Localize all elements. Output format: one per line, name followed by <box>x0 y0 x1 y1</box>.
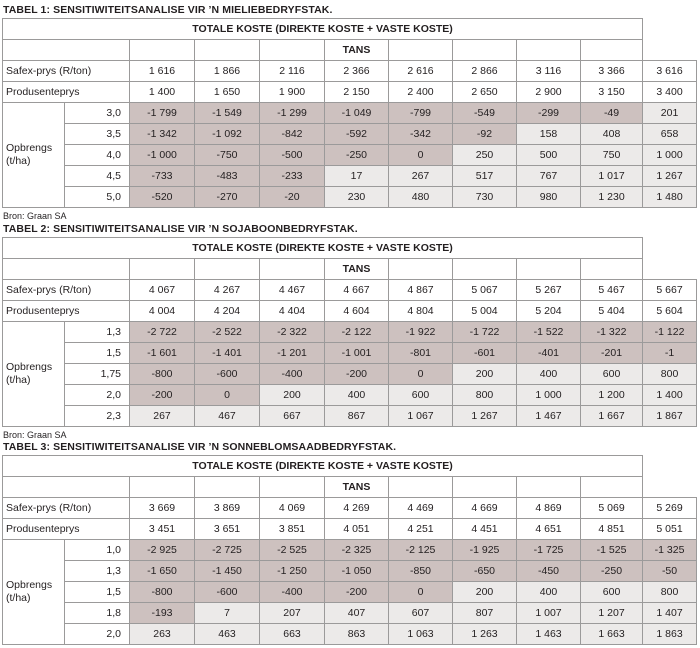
sensitivity-table <box>2 18 697 208</box>
yield-row <box>3 385 697 406</box>
blank-cell <box>453 259 517 280</box>
margin-cell: -270 <box>195 187 260 208</box>
blank-cell <box>3 477 130 498</box>
margin-cell: 407 <box>325 603 389 624</box>
margin-cell: -1 122 <box>643 322 697 343</box>
margin-cell: 400 <box>517 582 581 603</box>
blank-cell <box>130 40 195 61</box>
margin-cell: -1 922 <box>389 322 453 343</box>
margin-cell: -1 342 <box>130 124 195 145</box>
blank-cell <box>581 40 643 61</box>
margin-cell: 200 <box>453 582 517 603</box>
margin-cell: 600 <box>581 582 643 603</box>
safex-price-cell: 4 269 <box>325 498 389 519</box>
blank-cell <box>517 477 581 498</box>
blank-cell <box>517 259 581 280</box>
yield-row <box>3 124 697 145</box>
margin-cell: 730 <box>453 187 517 208</box>
margin-cell: 400 <box>517 364 581 385</box>
blank-cell <box>389 259 453 280</box>
margin-cell: -92 <box>453 124 517 145</box>
margin-cell: -1 549 <box>195 103 260 124</box>
table-title: TABEL 3: SENSITIWITEITSANALISE VIR ’N SONNEBLOMSAADBEDRYFSTAK. <box>3 441 397 453</box>
safex-price-cell: 4 669 <box>453 498 517 519</box>
margin-cell: 863 <box>325 624 389 645</box>
producer-price-cell: 4 004 <box>130 301 195 322</box>
safex-price-cell: 5 667 <box>643 280 697 301</box>
current-header: TANS <box>325 477 389 498</box>
safex-price-label: Safex-prys (R/ton) <box>3 280 130 301</box>
blank-cell <box>453 40 517 61</box>
margin-cell: 1 000 <box>643 145 697 166</box>
margin-cell: -1 001 <box>325 343 389 364</box>
safex-price-cell: 4 867 <box>389 280 453 301</box>
margin-cell: 250 <box>453 145 517 166</box>
yield-row <box>3 364 697 385</box>
margin-cell: 980 <box>517 187 581 208</box>
yield-value: 1,5 <box>65 582 130 603</box>
producer-price-cell: 1 650 <box>195 82 260 103</box>
yield-row <box>3 343 697 364</box>
margin-cell: 1 267 <box>453 406 517 427</box>
yield-value: 2,0 <box>65 385 130 406</box>
margin-cell: -549 <box>453 103 517 124</box>
yield-value: 1,3 <box>65 322 130 343</box>
yield-row <box>3 166 697 187</box>
margin-cell: -400 <box>260 364 325 385</box>
table-section-2 <box>0 221 700 443</box>
total-costs-header: TOTALE KOSTE (DIREKTE KOSTE + VASTE KOSTE) <box>3 456 643 477</box>
yield-row <box>3 187 697 208</box>
producer-price-cell: 2 650 <box>453 82 517 103</box>
margin-cell: 1 000 <box>517 385 581 406</box>
safex-price-cell: 3 869 <box>195 498 260 519</box>
source-note: Bron: Graan SA <box>3 211 67 221</box>
margin-cell: -2 525 <box>260 540 325 561</box>
yield-row <box>3 603 697 624</box>
current-header: TANS <box>325 259 389 280</box>
safex-price-cell: 3 669 <box>130 498 195 519</box>
producer-price-label: Produsenteprys <box>3 82 130 103</box>
safex-price-cell: 4 469 <box>389 498 453 519</box>
producer-price-cell: 4 251 <box>389 519 453 540</box>
margin-cell: -1 601 <box>130 343 195 364</box>
producer-price-cell: 5 604 <box>643 301 697 322</box>
producer-price-row <box>3 519 697 540</box>
yield-value: 1,0 <box>65 540 130 561</box>
blank-cell <box>517 40 581 61</box>
safex-price-cell: 3 616 <box>643 61 697 82</box>
safex-price-cell: 5 269 <box>643 498 697 519</box>
margin-cell: -483 <box>195 166 260 187</box>
margin-cell: 200 <box>453 364 517 385</box>
producer-price-cell: 4 604 <box>325 301 389 322</box>
margin-cell: 0 <box>389 582 453 603</box>
yield-row <box>3 582 697 603</box>
margin-cell: -1 725 <box>517 540 581 561</box>
producer-price-cell: 2 900 <box>517 82 581 103</box>
margin-cell: 750 <box>581 145 643 166</box>
margin-cell: -342 <box>389 124 453 145</box>
margin-cell: 867 <box>325 406 389 427</box>
safex-price-label: Safex-prys (R/ton) <box>3 61 130 82</box>
safex-price-cell: 4 467 <box>260 280 325 301</box>
yield-value: 3,5 <box>65 124 130 145</box>
margin-cell: 1 463 <box>517 624 581 645</box>
safex-price-cell: 5 067 <box>453 280 517 301</box>
margin-cell: -2 125 <box>389 540 453 561</box>
margin-cell: 1 400 <box>643 385 697 406</box>
producer-price-cell: 3 150 <box>581 82 643 103</box>
yield-label: Opbrengs (t/ha) <box>3 540 65 645</box>
margin-cell: 467 <box>195 406 260 427</box>
margin-cell: 230 <box>325 187 389 208</box>
margin-cell: 800 <box>453 385 517 406</box>
total-costs-header: TOTALE KOSTE (DIREKTE KOSTE + VASTE KOSTE) <box>3 19 643 40</box>
margin-cell: 1 407 <box>643 603 697 624</box>
margin-cell: 1 017 <box>581 166 643 187</box>
producer-price-label: Produsenteprys <box>3 301 130 322</box>
safex-price-row <box>3 61 697 82</box>
table-title: TABEL 1: SENSITIWITEITSANALISE VIR ’N MIELIEBEDRYFSTAK. <box>3 4 333 16</box>
yield-row <box>3 561 697 582</box>
yield-value: 3,0 <box>65 103 130 124</box>
margin-cell: 1 263 <box>453 624 517 645</box>
margin-cell: 7 <box>195 603 260 624</box>
margin-cell: -50 <box>643 561 697 582</box>
margin-cell: -1 525 <box>581 540 643 561</box>
margin-cell: 500 <box>517 145 581 166</box>
margin-cell: -200 <box>325 364 389 385</box>
margin-cell: -2 322 <box>260 322 325 343</box>
producer-price-cell: 5 004 <box>453 301 517 322</box>
margin-cell: 267 <box>130 406 195 427</box>
producer-price-row <box>3 301 697 322</box>
margin-cell: -850 <box>389 561 453 582</box>
producer-price-cell: 5 204 <box>517 301 581 322</box>
margin-cell: -299 <box>517 103 581 124</box>
margin-cell: -601 <box>453 343 517 364</box>
margin-cell: -600 <box>195 582 260 603</box>
table-section-1 <box>0 2 700 224</box>
margin-cell: 1 207 <box>581 603 643 624</box>
safex-price-cell: 5 069 <box>581 498 643 519</box>
margin-cell: -250 <box>581 561 643 582</box>
margin-cell: -2 522 <box>195 322 260 343</box>
margin-cell: -193 <box>130 603 195 624</box>
margin-cell: 1 230 <box>581 187 643 208</box>
producer-price-cell: 3 400 <box>643 82 697 103</box>
margin-cell: -233 <box>260 166 325 187</box>
margin-cell: -500 <box>260 145 325 166</box>
yield-value: 4,0 <box>65 145 130 166</box>
producer-price-cell: 3 651 <box>195 519 260 540</box>
table-section-3 <box>0 439 700 645</box>
margin-cell: -1 092 <box>195 124 260 145</box>
producer-price-cell: 1 900 <box>260 82 325 103</box>
producer-price-cell: 4 204 <box>195 301 260 322</box>
producer-price-cell: 3 851 <box>260 519 325 540</box>
yield-row <box>3 145 697 166</box>
yield-label: Opbrengs (t/ha) <box>3 322 65 427</box>
margin-cell: -1 000 <box>130 145 195 166</box>
margin-cell: -2 925 <box>130 540 195 561</box>
margin-cell: 667 <box>260 406 325 427</box>
blank-cell <box>130 259 195 280</box>
blank-cell <box>3 259 130 280</box>
margin-cell: -1 450 <box>195 561 260 582</box>
blank-cell <box>195 259 260 280</box>
producer-price-cell: 5 051 <box>643 519 697 540</box>
margin-cell: 1 067 <box>389 406 453 427</box>
margin-cell: 263 <box>130 624 195 645</box>
margin-cell: -1 325 <box>643 540 697 561</box>
margin-cell: -750 <box>195 145 260 166</box>
safex-price-cell: 1 866 <box>195 61 260 82</box>
yield-row <box>3 322 697 343</box>
margin-cell: -49 <box>581 103 643 124</box>
sensitivity-table <box>2 455 697 645</box>
margin-cell: -1 925 <box>453 540 517 561</box>
margin-cell: 267 <box>389 166 453 187</box>
safex-price-row <box>3 498 697 519</box>
margin-cell: 207 <box>260 603 325 624</box>
safex-price-label: Safex-prys (R/ton) <box>3 498 130 519</box>
margin-cell: -200 <box>325 582 389 603</box>
margin-cell: 1 867 <box>643 406 697 427</box>
margin-cell: 480 <box>389 187 453 208</box>
margin-cell: 463 <box>195 624 260 645</box>
margin-cell: 807 <box>453 603 517 624</box>
producer-price-cell: 3 451 <box>130 519 195 540</box>
margin-cell: 600 <box>389 385 453 406</box>
margin-cell: -1 <box>643 343 697 364</box>
margin-cell: -1 050 <box>325 561 389 582</box>
blank-cell <box>260 40 325 61</box>
margin-cell: -800 <box>130 582 195 603</box>
table-title: TABEL 2: SENSITIWITEITSANALISE VIR ’N SOJABOONBEDRYFSTAK. <box>3 223 358 235</box>
margin-cell: 201 <box>643 103 697 124</box>
safex-price-cell: 4 067 <box>130 280 195 301</box>
yield-value: 1,75 <box>65 364 130 385</box>
margin-cell: 607 <box>389 603 453 624</box>
safex-price-cell: 5 267 <box>517 280 581 301</box>
margin-cell: -1 650 <box>130 561 195 582</box>
current-header: TANS <box>325 40 389 61</box>
safex-price-cell: 1 616 <box>130 61 195 82</box>
blank-cell <box>260 259 325 280</box>
margin-cell: 1 200 <box>581 385 643 406</box>
margin-cell: -799 <box>389 103 453 124</box>
margin-cell: -1 049 <box>325 103 389 124</box>
header-row-costs <box>3 456 697 477</box>
margin-cell: -1 522 <box>517 322 581 343</box>
safex-price-cell: 2 866 <box>453 61 517 82</box>
margin-cell: -200 <box>130 385 195 406</box>
margin-cell: -650 <box>453 561 517 582</box>
blank-cell <box>195 40 260 61</box>
margin-cell: -842 <box>260 124 325 145</box>
margin-cell: 0 <box>195 385 260 406</box>
header-row-costs <box>3 19 697 40</box>
margin-cell: 408 <box>581 124 643 145</box>
safex-price-cell: 3 116 <box>517 61 581 82</box>
blank-cell <box>3 40 130 61</box>
margin-cell: -201 <box>581 343 643 364</box>
margin-cell: 1 007 <box>517 603 581 624</box>
blank-cell <box>389 40 453 61</box>
yield-value: 5,0 <box>65 187 130 208</box>
margin-cell: -2 122 <box>325 322 389 343</box>
yield-row <box>3 406 697 427</box>
safex-price-cell: 4 869 <box>517 498 581 519</box>
margin-cell: 517 <box>453 166 517 187</box>
safex-price-row <box>3 280 697 301</box>
producer-price-cell: 1 400 <box>130 82 195 103</box>
yield-label: Opbrengs (t/ha) <box>3 103 65 208</box>
safex-price-cell: 4 267 <box>195 280 260 301</box>
yield-row <box>3 103 697 124</box>
margin-cell: -20 <box>260 187 325 208</box>
blank-cell <box>195 477 260 498</box>
yield-value: 2,3 <box>65 406 130 427</box>
margin-cell: 17 <box>325 166 389 187</box>
margin-cell: -450 <box>517 561 581 582</box>
margin-cell: 0 <box>389 364 453 385</box>
margin-cell: 0 <box>389 145 453 166</box>
blank-cell <box>389 477 453 498</box>
margin-cell: 1 063 <box>389 624 453 645</box>
header-row-current <box>3 40 697 61</box>
producer-price-label: Produsenteprys <box>3 519 130 540</box>
blank-cell <box>581 259 643 280</box>
margin-cell: 1 480 <box>643 187 697 208</box>
producer-price-cell: 2 400 <box>389 82 453 103</box>
margin-cell: -733 <box>130 166 195 187</box>
producer-price-cell: 2 150 <box>325 82 389 103</box>
yield-value: 2,0 <box>65 624 130 645</box>
header-row-current <box>3 259 697 280</box>
margin-cell: 767 <box>517 166 581 187</box>
margin-cell: 800 <box>643 364 697 385</box>
margin-cell: -1 722 <box>453 322 517 343</box>
margin-cell: 158 <box>517 124 581 145</box>
margin-cell: -2 325 <box>325 540 389 561</box>
blank-cell <box>453 477 517 498</box>
margin-cell: 663 <box>260 624 325 645</box>
margin-cell: -801 <box>389 343 453 364</box>
safex-price-cell: 5 467 <box>581 280 643 301</box>
safex-price-cell: 2 616 <box>389 61 453 82</box>
safex-price-cell: 3 366 <box>581 61 643 82</box>
margin-cell: -800 <box>130 364 195 385</box>
blank-cell <box>260 477 325 498</box>
margin-cell: -592 <box>325 124 389 145</box>
margin-cell: -2 722 <box>130 322 195 343</box>
margin-cell: -1 322 <box>581 322 643 343</box>
margin-cell: -400 <box>260 582 325 603</box>
margin-cell: -600 <box>195 364 260 385</box>
total-costs-header: TOTALE KOSTE (DIREKTE KOSTE + VASTE KOSTE) <box>3 238 643 259</box>
producer-price-row <box>3 82 697 103</box>
producer-price-cell: 4 651 <box>517 519 581 540</box>
margin-cell: -2 725 <box>195 540 260 561</box>
yield-value: 1,8 <box>65 603 130 624</box>
header-row-current <box>3 477 697 498</box>
margin-cell: -1 799 <box>130 103 195 124</box>
margin-cell: 1 863 <box>643 624 697 645</box>
yield-row <box>3 540 697 561</box>
yield-row <box>3 624 697 645</box>
margin-cell: 1 467 <box>517 406 581 427</box>
margin-cell: -1 401 <box>195 343 260 364</box>
blank-cell <box>581 477 643 498</box>
sensitivity-table <box>2 237 697 427</box>
producer-price-cell: 4 404 <box>260 301 325 322</box>
margin-cell: 200 <box>260 385 325 406</box>
blank-cell <box>130 477 195 498</box>
margin-cell: -1 250 <box>260 561 325 582</box>
header-row-costs <box>3 238 697 259</box>
producer-price-cell: 4 451 <box>453 519 517 540</box>
margin-cell: 1 267 <box>643 166 697 187</box>
safex-price-cell: 4 667 <box>325 280 389 301</box>
margin-cell: -1 201 <box>260 343 325 364</box>
margin-cell: -520 <box>130 187 195 208</box>
safex-price-cell: 2 366 <box>325 61 389 82</box>
yield-value: 1,5 <box>65 343 130 364</box>
margin-cell: -401 <box>517 343 581 364</box>
margin-cell: 1 663 <box>581 624 643 645</box>
safex-price-cell: 2 116 <box>260 61 325 82</box>
margin-cell: 1 667 <box>581 406 643 427</box>
producer-price-cell: 4 051 <box>325 519 389 540</box>
yield-value: 4,5 <box>65 166 130 187</box>
producer-price-cell: 5 404 <box>581 301 643 322</box>
margin-cell: 658 <box>643 124 697 145</box>
margin-cell: -250 <box>325 145 389 166</box>
margin-cell: 800 <box>643 582 697 603</box>
yield-value: 1,3 <box>65 561 130 582</box>
producer-price-cell: 4 804 <box>389 301 453 322</box>
margin-cell: 600 <box>581 364 643 385</box>
margin-cell: -1 299 <box>260 103 325 124</box>
safex-price-cell: 4 069 <box>260 498 325 519</box>
source-note: Bron: Graan SA <box>3 430 67 440</box>
margin-cell: 400 <box>325 385 389 406</box>
producer-price-cell: 4 851 <box>581 519 643 540</box>
